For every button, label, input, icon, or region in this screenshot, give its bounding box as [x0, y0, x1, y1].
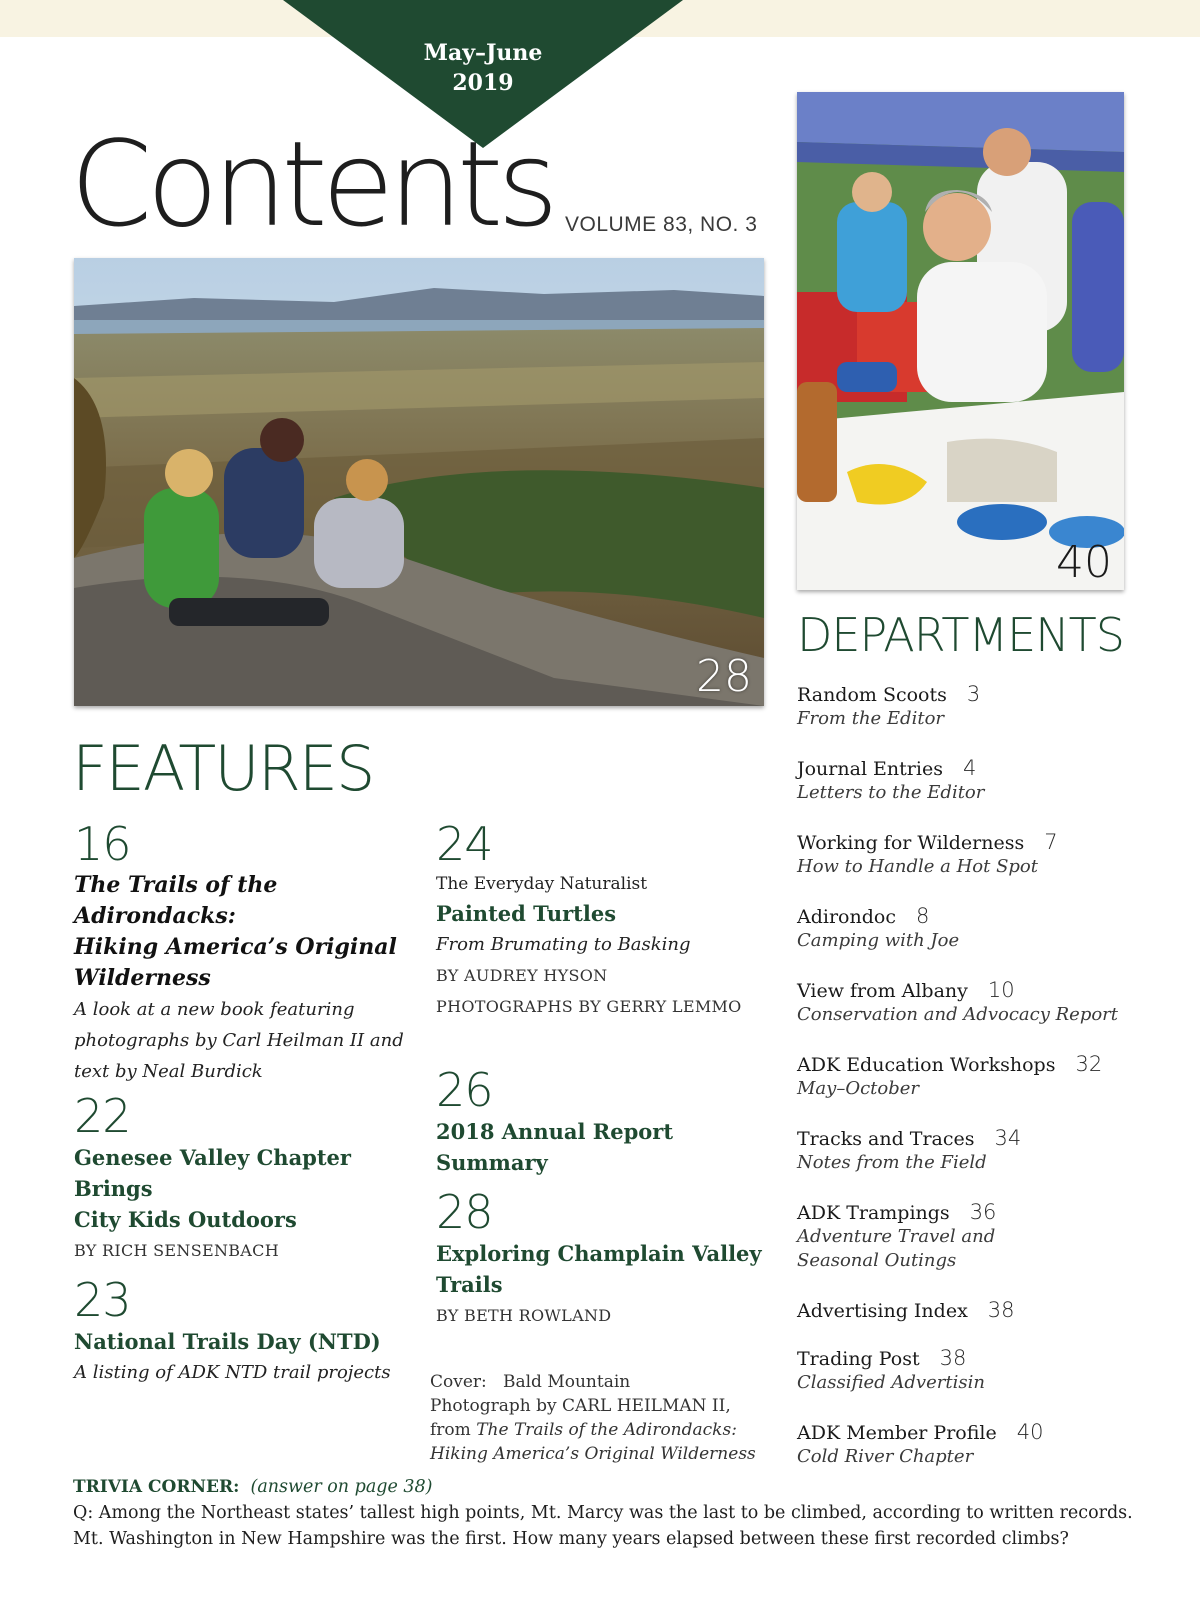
feature-title: Exploring Champlain Valley	[436, 1241, 762, 1266]
department-subtitle: Cold River Chapter	[797, 1446, 974, 1467]
department-title: ADK Trampings	[797, 1202, 950, 1224]
department-subtitle: Classified Advertisin	[797, 1372, 985, 1393]
department-photo-aid-station	[797, 92, 1124, 590]
feature-title: Trails	[436, 1272, 503, 1297]
department-item-adirondoc[interactable]	[797, 904, 1137, 953]
feature-page-number: 28	[436, 1185, 493, 1239]
department-page-number: 10	[987, 978, 1015, 1002]
department-page-number: 38	[987, 1298, 1015, 1322]
page-title: Contents	[70, 115, 553, 253]
issue-date-year: 2019	[452, 70, 514, 96]
feature-description: A listing of ADK NTD trail projects	[74, 1362, 391, 1383]
cover-credit	[430, 1370, 770, 1466]
department-subtitle: Letters to the Editor	[797, 782, 985, 803]
department-page-number: 3	[966, 682, 981, 706]
department-subtitle: From the Editor	[797, 708, 945, 729]
feature-kicker: The Everyday Naturalist	[436, 874, 648, 894]
department-photo-page-number: 40	[1056, 537, 1112, 588]
feature-page-number: 16	[74, 817, 131, 871]
feature-item-24[interactable]	[436, 818, 776, 1022]
department-subtitle: Notes from the Field	[797, 1152, 987, 1173]
feature-page-number: 23	[74, 1273, 131, 1327]
feature-byline: BY AUDREY HYSON	[436, 966, 608, 985]
department-title: Advertising Index	[797, 1300, 968, 1322]
feature-description: text by Neal Burdick	[74, 1061, 263, 1082]
feature-byline: BY RICH SENSENBACH	[74, 1241, 279, 1260]
department-page-number: 36	[969, 1200, 997, 1224]
department-item-tracks-and-traces[interactable]	[797, 1126, 1137, 1175]
cover-line-3	[430, 1418, 770, 1442]
department-subtitle: Camping with Joe	[797, 930, 960, 951]
cover-line-1	[430, 1370, 770, 1394]
feature-title: The Trails of the Adirondacks:	[74, 872, 278, 929]
feature-subtitle: From Brumating to Basking	[436, 934, 691, 955]
department-item-working-for-wilderness[interactable]	[797, 830, 1137, 879]
department-page-number: 38	[939, 1346, 967, 1370]
trivia-answer-note: (answer on page 38)	[250, 1477, 433, 1497]
department-title: Trading Post	[797, 1348, 920, 1370]
aid-station-illustration	[797, 92, 1124, 590]
department-subtitle: Seasonal Outings	[797, 1250, 957, 1271]
landscape-illustration	[74, 258, 764, 706]
department-item-education-workshops[interactable]	[797, 1052, 1137, 1101]
cover-subject: Bald Mountain	[502, 1372, 631, 1392]
department-title: ADK Member Profile	[797, 1422, 997, 1444]
cover-from: from	[430, 1420, 477, 1440]
feature-byline: BY BETH ROWLAND	[436, 1306, 612, 1325]
department-item-journal-entries[interactable]	[797, 756, 1137, 805]
department-title: ADK Education Workshops	[797, 1054, 1056, 1076]
feature-item-16[interactable]	[74, 818, 414, 1087]
feature-title: City Kids Outdoors	[74, 1207, 297, 1232]
feature-title: National Trails Day (NTD)	[74, 1329, 381, 1354]
department-title: Journal Entries	[797, 758, 943, 780]
feature-page-number: 22	[74, 1089, 131, 1143]
feature-title: Wilderness	[74, 965, 211, 991]
department-page-number: 7	[1044, 830, 1058, 854]
department-page-number: 4	[962, 756, 977, 780]
feature-description: photographs by Carl Heilman II and	[74, 1030, 404, 1051]
feature-photo-page-number: 28	[696, 651, 752, 702]
department-page-number: 32	[1075, 1052, 1103, 1076]
cover-label: Cover:	[430, 1372, 487, 1392]
cover-book-title: The Trails of the Adirondacks:	[476, 1420, 737, 1440]
department-item-advertising-index[interactable]	[797, 1298, 1137, 1323]
department-title: Random Scoots	[797, 684, 947, 706]
feature-item-26[interactable]	[436, 1064, 776, 1178]
volume-number: VOLUME 83, NO. 3	[565, 213, 758, 236]
cover-line-2: Photograph by CARL HEILMAN II,	[430, 1396, 731, 1416]
feature-photo-credit: PHOTOGRAPHS BY GERRY LEMMO	[436, 997, 742, 1016]
trivia-question-line-1: Q: Among the Northeast states’ tallest high points, Mt. Marcy was the last to be climbed, according to written records.	[73, 1503, 1133, 1523]
feature-title: Painted Turtles	[436, 901, 617, 926]
feature-page-number: 26	[436, 1063, 493, 1117]
department-subtitle: How to Handle a Hot Spot	[797, 856, 1038, 877]
department-item-view-from-albany[interactable]	[797, 978, 1137, 1027]
feature-item-23[interactable]	[74, 1274, 414, 1388]
department-item-random-scoots[interactable]	[797, 682, 1137, 731]
feature-page-number: 24	[436, 817, 493, 871]
trivia-corner	[73, 1474, 1153, 1552]
issue-date	[383, 38, 583, 98]
feature-title: 2018 Annual Report Summary	[436, 1119, 674, 1175]
department-item-member-profile[interactable]	[797, 1420, 1137, 1469]
department-title: Tracks and Traces	[797, 1128, 975, 1150]
department-page-number: 34	[994, 1126, 1022, 1150]
cover-book-subtitle: Hiking America’s Original Wilderness	[430, 1444, 756, 1464]
feature-title: Hiking America’s Original	[74, 934, 397, 960]
feature-description: A look at a new book featuring	[74, 999, 355, 1020]
trivia-heading: TRIVIA CORNER:	[73, 1477, 240, 1497]
departments-heading: DEPARTMENTS	[797, 608, 1124, 662]
feature-title: Genesee Valley Chapter Brings	[74, 1145, 351, 1201]
department-title: Adirondoc	[797, 906, 896, 928]
feature-item-28[interactable]	[436, 1186, 776, 1331]
department-title: Working for Wilderness	[797, 832, 1025, 854]
feature-photo-hikers-overlook	[74, 258, 764, 706]
department-subtitle: Conservation and Advocacy Report	[797, 1004, 1119, 1025]
department-subtitle: Adventure Travel and	[797, 1226, 996, 1247]
trivia-question-line-2: Mt. Washington in New Hampshire was the first. How many years elapsed between these first recorded climbs?	[73, 1529, 1069, 1549]
department-title: View from Albany	[797, 980, 968, 1002]
features-heading: FEATURES	[72, 732, 374, 805]
department-subtitle: May–October	[797, 1078, 920, 1099]
feature-item-22[interactable]	[74, 1090, 414, 1266]
department-item-trading-post[interactable]	[797, 1346, 1137, 1395]
department-page-number: 40	[1016, 1420, 1044, 1444]
issue-date-months: May–June	[423, 40, 543, 66]
department-item-adk-trampings[interactable]	[797, 1200, 1137, 1273]
department-page-number: 8	[915, 904, 930, 928]
